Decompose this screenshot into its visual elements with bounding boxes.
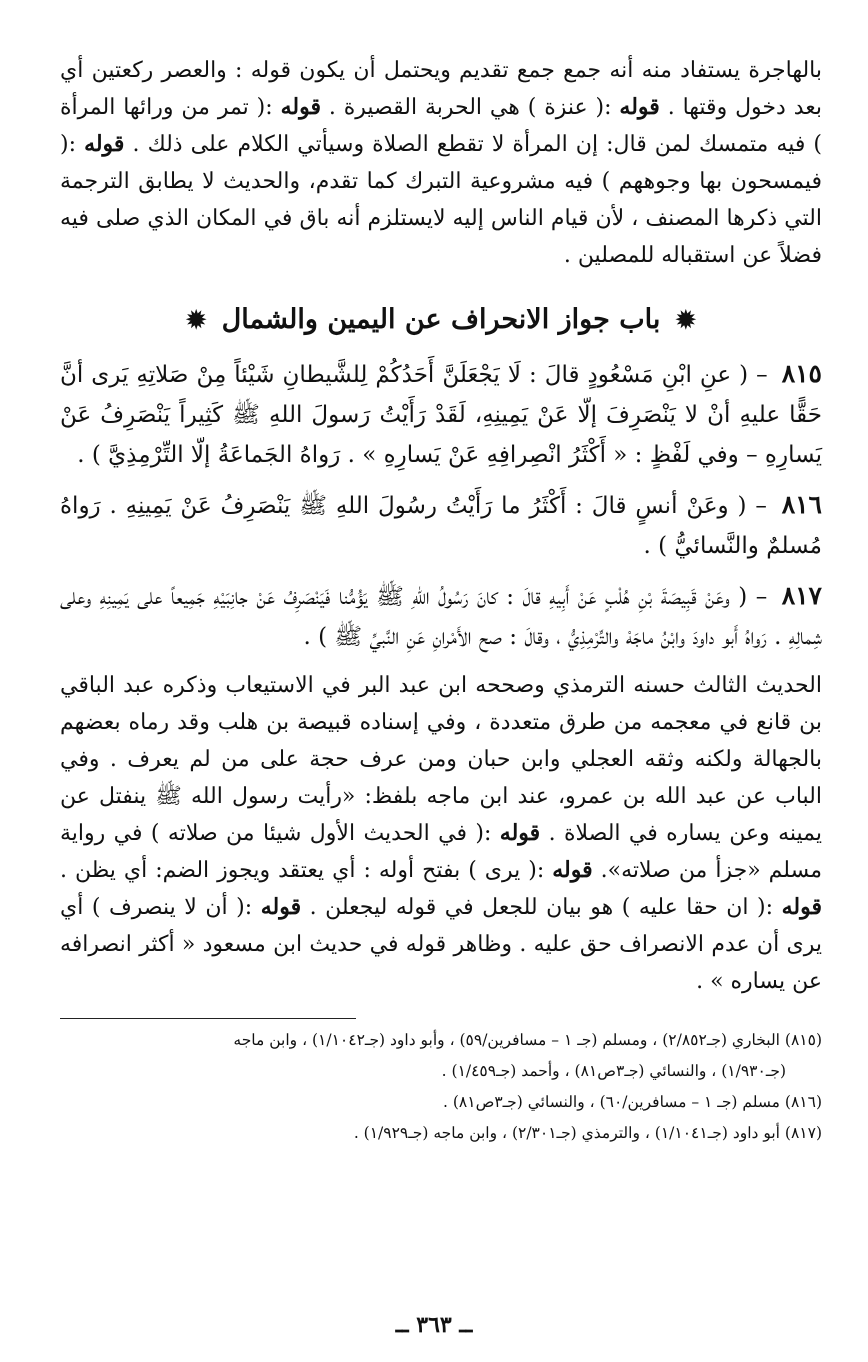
- intro-paragraph: [60, 52, 822, 274]
- hadith-816: [60, 485, 822, 566]
- qawluhu-text: :( في الحديث الأول شيئا من صلاته ) في رواية مسلم «جزأ من صلاته».: [60, 821, 822, 883]
- hadith-815: [60, 354, 822, 475]
- footnotes: [60, 1025, 822, 1149]
- qawluhu-label: قوله: [84, 131, 125, 157]
- qawluhu-text: :( ان حقا عليه ) هو بيان للجعل في قوله ليجعلن .: [309, 895, 774, 920]
- footnote: (٨١٦) مسلم (جـ ١ – مسافرين/٦٠) ، والنسائي (جـ٣ص٨١) .: [443, 1093, 822, 1111]
- qawluhu-text: :( أن لا ينصرف ) أي يرى أن عدم الانصراف حق عليه . وظاهر قوله في حديث ابن مسعود « أكثر انصرافه عن يساره » .: [60, 895, 822, 994]
- footnote: (٨١٥) البخاري (جـ٢/٨٥٢) ، ومسلم (جـ ١ – مسافرين/٥٩) ، وأبو داود (جـ١/١٠٤٢) ، وابن ماجه: [233, 1031, 822, 1049]
- hadith-number: ٨١٦: [781, 490, 822, 519]
- commentary-text: الحديث الثالث حسنه الترمذي وصححه ابن عبد البر في الاستيعاب وذكره عبد الباقي بن قانع في معجمه من طرق متعددة ، وفي إسناده قبيصة بن هلب وقد رماه بعضهم بالجهالة ولكنه وثقه العجلي وابن حبان ومن عرف حجة على من لم يعرف . وفي الباب عن عبد الله بن عمرو، عند ابن ماجه بلفظ: «رأيت رسول الله ﷺ ينفتل عن يمينه وعن يساره في الصلاة .: [60, 673, 822, 846]
- ornament-star-icon: ✹: [675, 305, 696, 334]
- qawluhu-label: قوله: [280, 94, 321, 120]
- footnote: (٨١٧) أبو داود (جـ١/١٠٤١) ، والترمذي (جـ٢/٣٠١) ، وابن ماجه (جـ١/٩٢٩) .: [353, 1124, 822, 1142]
- page-number: ــ ٣٦٣ ــ: [395, 1312, 473, 1338]
- hadith-number: ٨١٧: [781, 581, 822, 610]
- qawluhu-label: قوله: [499, 820, 541, 846]
- qawluhu-text: :( عنزة ) هي الحربة القصيرة .: [328, 95, 612, 120]
- qawluhu-text: :( تمر من ورائها المرأة ) فيه متمسك لمن قال: إن المرأة لا تقطع الصلاة وسيأتي الكلام على ذلك .: [60, 95, 822, 157]
- document-page: [60, 52, 822, 1362]
- qawluhu-label: قوله: [552, 857, 593, 883]
- hadith-text: – ( عنِ ابْنِ مَسْعُودٍ قالَ : لَا يَجْعَلَنَّ أَحَدُكُمْ لِلشَّيطانِ شَيْئاً مِنْ صَلاتِهِ يَرى أنَّ حَقًّا عليهِ أنْ لا يَنْصَرِفَ إلّا عَنْ يَمِينِهِ، لَقَدْ رَأَيْتُ رَسولَ اللهِ ﷺ كَثِيراً يَنْصَرِفُ عَنْ يَسارِهِ – وفي لَفْظٍ : « أَكْثَرُ انْصِرافِهِ عَنْ يَسارِهِ » . رَواهُ الجَماعَةُ إلّا التِّرْمِذِيَّ ) .: [60, 362, 822, 468]
- hadith-text: – ( وعَنْ أنسٍ قالَ : أَكْثَرُ ما رَأَيْتُ رسُولَ اللهِ ﷺ يَنْصَرِفُ عَنْ يَمِينِهِ . رَواهُ مُسلمٌ والنَّسائيُّ ) .: [60, 493, 822, 559]
- commentary-paragraph: [60, 667, 822, 1000]
- hadith-text: – ( وعَنْ قَبِيصَةَ بْنِ هُلْبٍ عَنْ أَبِيهِ قالَ : كانَ رَسُولُ اللهِ ﷺ يَؤُمُّنا فَيَنْصَرِفُ عَنْ جانِبَيْهِ جَمِيعاً على يَمِينِهِ وعلى شِمالِهِ . رَواهُ أَبو داودَ وابْنُ ماجَهْ والتِّرْمِذِيُّ ، وقالَ : صح الأَمْرانِ عَنِ النَّبيِّ ﷺ ) .: [60, 584, 822, 650]
- chapter-title: باب جواز الانحراف عن اليمين والشمال: [221, 304, 661, 335]
- hadith-817: [60, 576, 822, 657]
- footnote-divider: [60, 1018, 356, 1019]
- qawluhu-text: :( يرى ) بفتح أوله : أي يعتقد ويجوز الضم: أي يظن .: [60, 858, 545, 883]
- qawluhu-label: قوله: [781, 894, 822, 920]
- qawluhu-text: :( فيمسحون بها وجوههم ) فيه مشروعية التبرك كما تقدم، والحديث لا يطابق الترجمة التي ذكرها المصنف ، لأن قيام الناس إليه لايستلزم أنه باق في المكان الذي صلى فيه فضلاً عن استقباله للمصلين .: [60, 132, 822, 268]
- hadith-number: ٨١٥: [781, 359, 822, 388]
- ornament-star-icon: ✹: [186, 305, 207, 334]
- qawluhu-label: قوله: [260, 894, 302, 920]
- footnote-continuation: (جـ١/٩٣٠) ، والنسائي (جـ٣ص٨١) ، وأحمد (جـ١/٤٥٩) .: [441, 1062, 786, 1080]
- chapter-heading: [60, 300, 822, 340]
- qawluhu-label: قوله: [619, 94, 660, 120]
- intro-text: بالهاجرة يستفاد منه أنه جمع جمع تقديم ويحتمل أن يكون قوله : والعصر ركعتين أي بعد دخول وقتها .: [60, 58, 822, 120]
